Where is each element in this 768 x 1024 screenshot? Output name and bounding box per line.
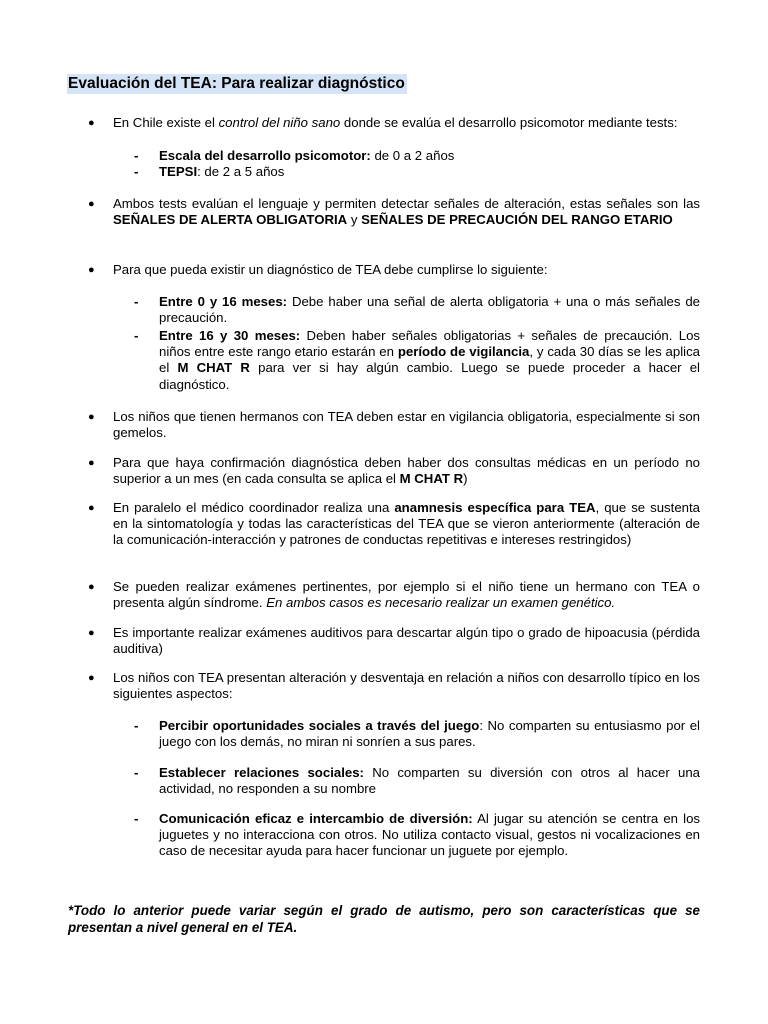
dash-icon: - <box>134 765 139 780</box>
dash-icon: - <box>134 328 139 343</box>
paragraph-anamnesis <box>113 500 700 549</box>
dash-icon: - <box>134 164 139 179</box>
bold-term: SEÑALES DE PRECAUCIÓN DEL RANGO ETARIO <box>361 212 673 228</box>
subitem-label: Entre 0 y 16 meses: <box>159 294 288 309</box>
subitem-text: de 0 a 2 años <box>370 148 455 163</box>
paragraph-control-nino-sano <box>113 115 700 131</box>
subitem-relaciones-sociales <box>159 765 700 797</box>
dash-icon: - <box>134 148 139 163</box>
subitem-escala-desarrollo <box>159 148 700 164</box>
page-title: Evaluación del TEA: Para realizar diagnóstico <box>68 75 405 92</box>
text-run: Se pueden realizar exámenes pertinentes, por ejemplo si el niño tiene un hermano con TEA o presenta algún síndrome. <box>113 579 700 611</box>
dash-icon: - <box>134 294 139 309</box>
italic-term: control del niño sano <box>218 115 341 130</box>
subitem-text: : de 2 a 5 años <box>197 164 285 179</box>
subitem-text: : No comparten su entusiasmo por el juego con los demás, no miran ni sonríen a sus pares. <box>159 718 700 750</box>
bullet-icon: ● <box>88 502 95 514</box>
subitem-comunicacion-eficaz <box>159 811 700 860</box>
text-run: y <box>347 212 362 228</box>
footnote: *Todo lo anterior puede variar según el grado de autismo, pero son características que se presentan a nivel general en el TEA. <box>68 903 700 935</box>
subitem-text: No comparten su diversión con otros al hacer una actividad, no responden a su nombre <box>159 765 700 797</box>
subitem-label: Percibir oportunidades sociales a través del juego <box>159 718 480 733</box>
bullet-icon: ● <box>88 264 95 276</box>
bullet-icon: ● <box>88 457 95 469</box>
subitem-text: , y cada 30 días se les aplica el <box>159 344 700 376</box>
italic-sentence: En ambos casos es necesario realizar un examen genético. <box>266 595 616 611</box>
subitem-tepsi <box>159 164 700 180</box>
paragraph-requisitos: Para que pueda existir un diagnóstico de TEA debe cumplirse lo siguiente: <box>113 262 548 277</box>
subitem-text: Debe haber una señal de alerta obligatoria + una o más señales de precaución. <box>159 294 700 326</box>
text-run: En Chile existe el <box>113 115 219 130</box>
dash-icon: - <box>134 718 139 733</box>
subitem-label: TEPSI <box>159 164 198 179</box>
paragraph-aspectos: Los niños con TEA presentan alteración y desventaja en relación a niños con desarrollo típico en los siguientes aspectos: <box>113 670 700 702</box>
bold-term: SEÑALES DE ALERTA OBLIGATORIA <box>113 212 348 228</box>
text-run: , que se sustenta en la sintomatología y todas las características del TEA que se vieron anteriormente (alteración de la comunicación-interacción y patrones de conductas repetitivas e intereses restringidos) <box>113 500 700 548</box>
bullet-icon: ● <box>88 581 95 593</box>
subitem-label: Establecer relaciones sociales: <box>159 765 364 780</box>
paragraph-senales <box>113 196 700 228</box>
subitem-text: para ver si hay algún cambio. Luego se puede proceder a hacer el diagnóstico. <box>159 360 700 392</box>
subitem-label: Escala del desarrollo psicomotor: <box>159 148 371 163</box>
bullet-icon: ● <box>88 627 95 639</box>
subitem-16-30-meses <box>159 328 700 393</box>
text-run: donde se evalúa el desarrollo psicomotor mediante tests: <box>340 115 678 130</box>
text-run: Para que haya confirmación diagnóstica deben haber dos consultas médicas en un período no superior a un mes (en cada consulta se aplica el <box>113 455 700 487</box>
subitem-text: Deben haber señales obligatorias + señales de precaución. Los niños entre este rango etario estarán en <box>159 328 700 360</box>
subitem-label: Comunicación eficaz e intercambio de diversión: <box>159 811 473 826</box>
bullet-icon: ● <box>88 672 95 684</box>
dash-icon: - <box>134 811 139 826</box>
text-run: En paralelo el médico coordinador realiza una <box>113 500 395 515</box>
subitem-label: Entre 16 y 30 meses: <box>159 328 301 343</box>
paragraph-examenes <box>113 579 700 611</box>
bold-term: período de vigilancia <box>397 344 530 360</box>
text-run: Ambos tests evalúan el lenguaje y permiten detectar señales de alteración, estas señales son las <box>113 196 700 211</box>
text-run: ) <box>463 471 468 487</box>
subitem-oportunidades-sociales <box>159 718 700 750</box>
paragraph-confirmacion <box>113 455 700 487</box>
bold-term: M CHAT R <box>177 360 250 376</box>
bold-term: anamnesis específica para TEA <box>394 500 596 515</box>
subitem-text: Al jugar su atención se centra en los juguetes y no interacciona con otros. No utiliza contacto visual, gestos ni vocalizaciones en caso de necesitar ayuda para hacer funcionar un juguete por ejemplo. <box>159 811 700 859</box>
bullet-icon: ● <box>88 117 95 129</box>
bold-term: M CHAT R <box>399 471 464 487</box>
paragraph-auditivos: Es importante realizar exámenes auditivos para descartar algún tipo o grado de hipoacusia (pérdida auditiva) <box>113 625 700 657</box>
paragraph-hermanos: Los niños que tienen hermanos con TEA deben estar en vigilancia obligatoria, especialmente si son gemelos. <box>113 409 700 441</box>
bullet-icon: ● <box>88 198 95 210</box>
bullet-icon: ● <box>88 411 95 423</box>
subitem-0-16-meses <box>159 294 700 326</box>
